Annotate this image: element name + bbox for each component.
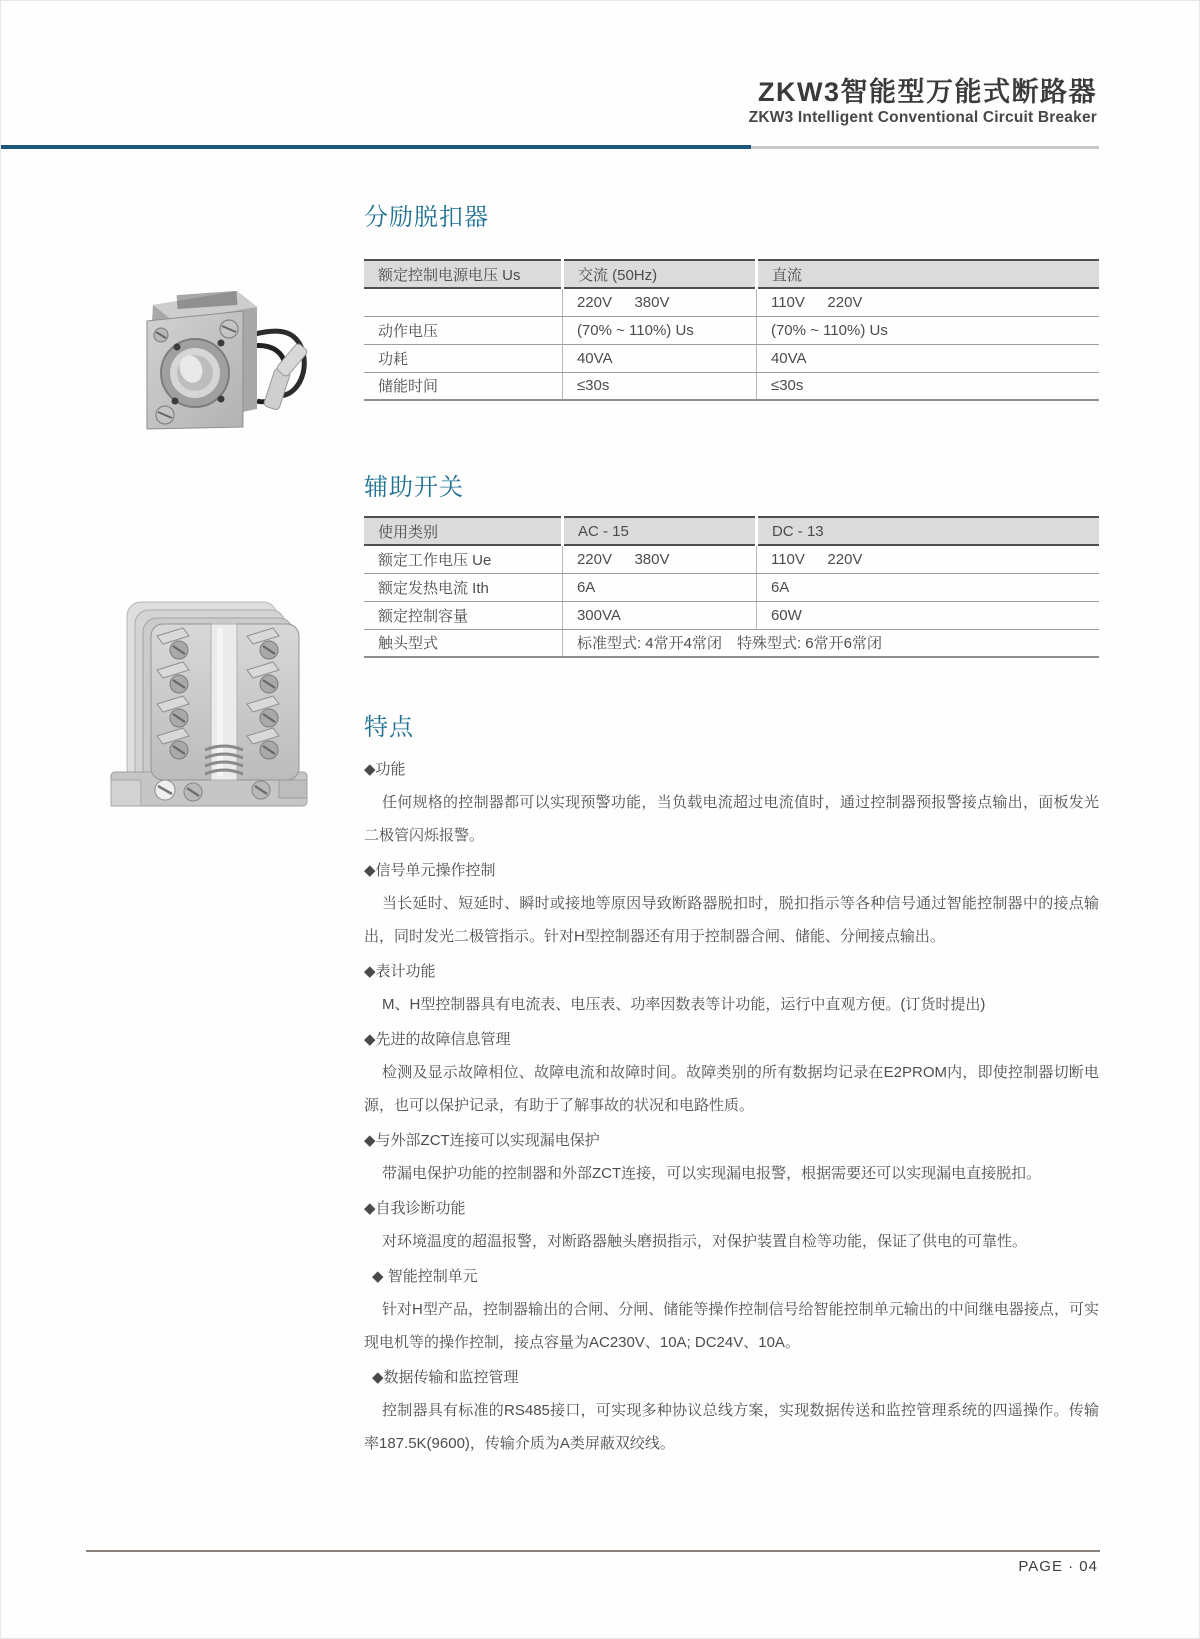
- table-row: [364, 372, 1099, 400]
- feature-heading: ◆与外部ZCT连接可以实现漏电保护: [364, 1132, 600, 1149]
- row-value: ≤30s: [756, 372, 1099, 400]
- row-value: 220V 380V: [562, 545, 756, 573]
- row-value: 60W: [756, 601, 1099, 629]
- table-row: [364, 573, 1099, 601]
- feature-heading: ◆自我诊断功能: [364, 1200, 466, 1217]
- row-label: 额定控制容量: [364, 601, 562, 629]
- row-value: ≤30s: [562, 372, 756, 400]
- feature-heading: ◆数据传输和监控管理: [372, 1369, 519, 1386]
- column-header: 额定控制电源电压 Us: [364, 260, 562, 288]
- feature-heading: ◆信号单元操作控制: [364, 862, 496, 879]
- row-value: (70% ~ 110%) Us: [562, 316, 756, 344]
- page-subtitle: ZKW3 Intelligent Conventional Circuit Breaker: [748, 109, 1097, 126]
- row-label: 动作电压: [364, 316, 562, 344]
- column-header: 交流 (50Hz): [562, 260, 756, 288]
- feature-paragraph: 对环境温度的超温报警，对断路器触头磨损指示，对保护装置自检等功能，保证了供电的可靠性。: [382, 1233, 1028, 1250]
- row-value: 220V 380V: [562, 288, 756, 316]
- section-title-aux-switch: 辅助开关: [364, 474, 464, 501]
- table-header-row: [364, 517, 1099, 545]
- footer-page-number: PAGE · 04: [1018, 1558, 1098, 1575]
- row-label: 触头型式: [378, 635, 439, 653]
- row-value: 40VA: [756, 344, 1099, 372]
- feature-paragraph: 针对H型产品，控制器输出的合闸、分闸、储能等操作控制信号给智能控制单元输出的中间继电器接点，可实现电机等的操作控制，接点容量为AC230V、10A; DC24V、10A。: [364, 1301, 1099, 1351]
- feature-paragraph: M、H型控制器具有电流表、电压表、功率因数表等计功能，运行中直观方便。(订货时提出): [382, 996, 986, 1013]
- table-row: [364, 545, 1099, 573]
- table-row: [364, 601, 1099, 629]
- row-label: 功耗: [364, 344, 562, 372]
- table-row: [364, 316, 1099, 344]
- features-list: [364, 759, 1099, 1460]
- row-value: 110V 220V: [756, 545, 1099, 573]
- feature-paragraph: 控制器具有标准的RS485接口，可实现多种协议总线方案，实现数据传送和监控管理系统的四遥操作。传输率187.5K(9600)，传输介质为A类屏蔽双绞线。: [364, 1402, 1099, 1452]
- column-header: 直流: [756, 260, 1099, 288]
- content-column: [364, 1, 1099, 1460]
- row-value: 110V 220V: [756, 288, 1099, 316]
- row-value: 标准型式: 4常开4常闭 特殊型式: 6常开6常闭: [562, 629, 1099, 657]
- feature-paragraph: 任何规格的控制器都可以实现预警功能，当负载电流超过电流值时，通过控制器预报警接点输出，面板发光二极管闪烁报警。: [364, 794, 1099, 844]
- feature-paragraph: 当长延时、短延时、瞬时或接地等原因导致断路器脱扣时，脱扣指示等各种信号通过智能控制器中的接点输出，同时发光二极管指示。针对H型控制器还有用于控制器合闸、储能、分闸接点输出。: [364, 895, 1099, 945]
- page-title: ZKW3智能型万能式断路器: [758, 77, 1097, 107]
- auxiliary-switch-photo: [93, 584, 319, 816]
- feature-paragraph: 检测及显示故障相位、故障电流和故障时间。故障类别的所有数据均记录在E2PROM内，即使控制器切断电源，也可以保护记录，有助于了解事故的状况和电路性质。: [364, 1064, 1099, 1114]
- row-value: 40VA: [562, 344, 756, 372]
- row-value: 300VA: [562, 601, 756, 629]
- row-value: 6A: [756, 573, 1099, 601]
- section-title-shunt-release: 分励脱扣器: [364, 204, 489, 231]
- column-header: 使用类别: [364, 517, 562, 545]
- table-row: [364, 629, 1099, 657]
- column-header: AC - 15: [562, 517, 756, 545]
- table-row: [364, 288, 1099, 316]
- feature-paragraph: 带漏电保护功能的控制器和外部ZCT连接，可以实现漏电报警，根据需要还可以实现漏电直接脱扣。: [382, 1165, 1042, 1182]
- shunt-release-photo: [117, 277, 317, 449]
- row-value: 6A: [562, 573, 756, 601]
- aux-switch-table: [364, 516, 1099, 658]
- shunt-release-table: [364, 259, 1099, 401]
- row-label: 额定工作电压 Ue: [364, 545, 562, 573]
- section-title-features: 特点: [364, 714, 414, 741]
- row-label: [364, 288, 562, 316]
- row-label: 额定发热电流 Ith: [364, 573, 562, 601]
- column-header: DC - 13: [756, 517, 1099, 545]
- table-header-row: [364, 260, 1099, 288]
- footer-divider: [86, 1550, 1100, 1552]
- feature-heading: ◆ 智能控制单元: [372, 1268, 478, 1285]
- row-label: 储能时间: [378, 378, 439, 396]
- feature-heading: ◆先进的故障信息管理: [364, 1031, 511, 1048]
- feature-heading: ◆表计功能: [364, 963, 436, 980]
- feature-heading: ◆功能: [364, 761, 406, 778]
- row-value: (70% ~ 110%) Us: [756, 316, 1099, 344]
- table-row: [364, 344, 1099, 372]
